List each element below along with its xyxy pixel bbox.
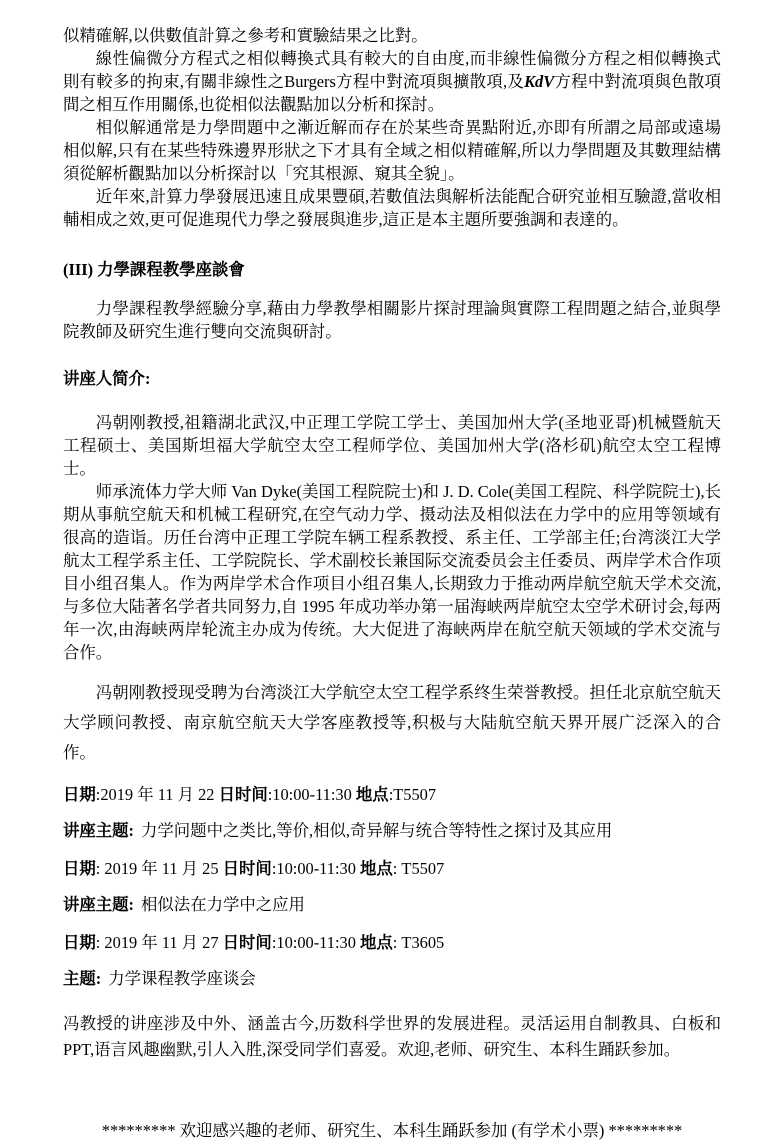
paragraph-continuation: 似精確解,以供數值計算之參考和實驗結果之比對。 — [63, 26, 428, 45]
paragraph-bio-career: 师承流体力学大师 Van Dyke(美国工程院院士)和 J. D. Cole(美国工程院、科学院院士),长期从事航空航天和机械工程研究,在空气动力学、摄动法及相似法在力学中的应用等领域有很高的造诣。历任台湾中正理工学院车辆工程系教授、系主任、工学部主任;台湾淡江大学航太工程学系主任、工学院院长、学术副校长兼国际交流委员会主任委员、两岸学术合作项目小组召集人。作为两岸学术合作项目小组召集人,长期致力于推动两岸航空航天学术交流,与多位大陆著名学者共同努力,自 1995 年成功举办第一届海峡两岸航空太空学术研讨会,每两年一次,由海峡两岸轮流主办成为传统。大大促进了海峡两岸在航空航天领域的学术交流与合作。 — [63, 482, 721, 662]
text-run: 方程中對流項與擴散項,及 — [335, 72, 525, 91]
time-label: 日时间 — [222, 859, 272, 878]
section-heading-iii: (III) 力學課程教學座談會 — [63, 260, 245, 279]
paragraph-linear-pde — [63, 47, 721, 116]
text-run: 方程中對流項與色散項間之相互作用關係,也從相似法觀點加以分析和探討。 — [63, 72, 721, 114]
time-label: 日时间 — [218, 785, 268, 804]
event-topic-line-2 — [63, 893, 721, 916]
place-value: : T3605 — [392, 933, 445, 952]
paragraph-closing-invitation: 冯教授的讲座涉及中外、涵盖古今,历数科学世界的发展进程。灵活运用自制教具、白板和PPT,语言风趣幽默,引人入胜,深受同学们喜爱。欢迎,老师、研究生、本科生踊跃参加。 — [63, 1014, 721, 1059]
event-date-line-2 — [63, 857, 721, 880]
topic-value: 力学课程教学座谈会 — [108, 969, 256, 988]
date-value: : 2019 年 11 月 27 — [95, 933, 223, 952]
topic-label: 主题: — [63, 969, 102, 988]
date-value: :2019 年 11 月 22 — [95, 785, 219, 804]
paragraph-recent-years: 近年來,計算力學發展迅速且成果豐碩,若數值法與解析法能配合研究並相互驗證,當收相輔相成之效,更可促進現代力學之發展與進步,這正是本主題所要強調和表達的。 — [63, 187, 721, 229]
burgers-term: Burgers — [284, 72, 336, 91]
event-topic-line-3 — [63, 967, 721, 990]
event-topic-line-1 — [63, 819, 721, 842]
topic-value: 力学问题中之类比,等价,相似,奇异解与统合等特性之探讨及其应用 — [141, 821, 613, 840]
place-label: 地点 — [360, 859, 393, 878]
place-label: 地点 — [355, 785, 389, 804]
time-label: 日时间 — [222, 933, 272, 952]
date-label: 日期 — [63, 859, 96, 878]
text-run: 線性偏微分方程式之相似轉換式具有較大的自由度,而非線性偏微分方程之相似轉換式則有較多的拘束,有關非線性之 — [63, 49, 721, 91]
paragraph-similar-solution: 相似解通常是力學問題中之漸近解而存在於某些奇異點附近,亦即有所謂之局部或遠場相似解,只有在某些特殊邊界形狀之下才具有全域之相似精確解,所以力學問題及其數理結構須從解析觀點加以分析探討以「究其根源、窺其全貌」。 — [63, 118, 721, 183]
topic-label: 讲座主题: — [63, 821, 135, 840]
kdv-term: KdV — [524, 72, 555, 91]
time-value: :10:00-11:30 — [267, 785, 356, 804]
date-label: 日期 — [63, 785, 96, 804]
topic-value: 相似法在力学中之应用 — [141, 895, 305, 914]
date-label: 日期 — [63, 933, 96, 952]
place-label: 地点 — [360, 933, 393, 952]
footer-welcome-line: ********* 欢迎感兴趣的老师、研究生、本科生踊跃参加 (有学术小票) ********* — [101, 1121, 683, 1140]
topic-label: 讲座主题: — [63, 895, 135, 914]
place-value: :T5507 — [388, 785, 437, 804]
event-date-line-1 — [63, 783, 721, 806]
speaker-intro-heading: 讲座人简介: — [63, 369, 151, 388]
place-value: : T5507 — [392, 859, 445, 878]
paragraph-bio-honors: 冯朝刚教授现受聘为台湾淡江大学航空太空工程学系终生荣誉教授。担任北京航空航天大学顾问教授、南京航空航天大学客座教授等,积极与大陆航空航天界开展广泛深入的合作。 — [63, 683, 721, 762]
time-value: :10:00-11:30 — [271, 859, 360, 878]
time-value: :10:00-11:30 — [271, 933, 360, 952]
date-value: : 2019 年 11 月 25 — [95, 859, 223, 878]
event-date-line-3 — [63, 931, 721, 954]
paragraph-bio-education: 冯朝刚教授,祖籍湖北武汉,中正理工学院工学士、美国加州大学(圣地亚哥)机械暨航天工程硕士、美国斯坦福大学航空太空工程师学位、美国加州大学(洛杉矶)航空太空工程博士。 — [63, 413, 721, 478]
paragraph-course-sharing: 力學課程教學經驗分享,藉由力學教學相關影片探討理論與實際工程問題之結合,並與學院教師及研究生進行雙向交流與研討。 — [63, 299, 721, 341]
